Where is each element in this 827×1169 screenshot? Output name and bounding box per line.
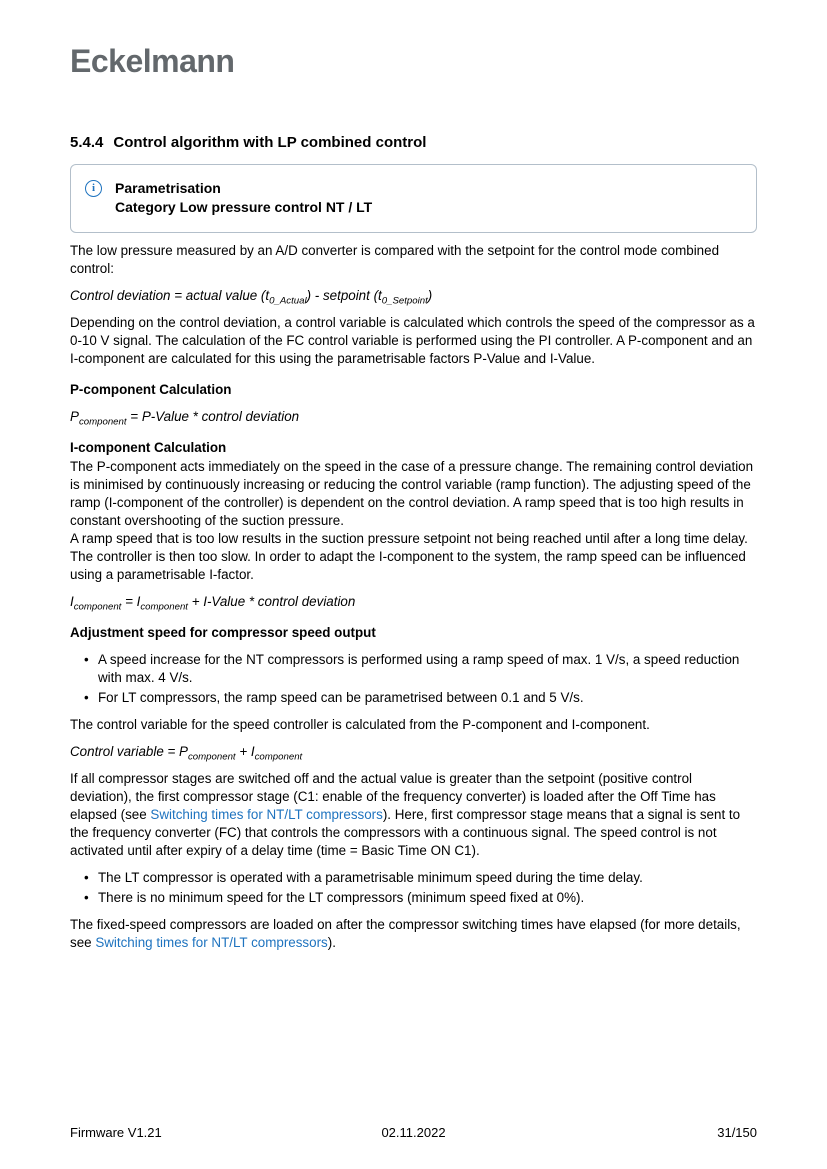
doc-link[interactable]: Switching times for NT/LT compressors bbox=[150, 807, 383, 823]
formula-subscript: component bbox=[187, 751, 236, 763]
text-run: P-component Calculation bbox=[70, 382, 232, 398]
body-paragraph bbox=[70, 314, 757, 368]
formula-subscript: component bbox=[254, 751, 303, 763]
text-run: = P-Value * control deviation bbox=[126, 409, 300, 425]
sub-heading bbox=[70, 624, 757, 642]
info-box-title: Parametrisation bbox=[115, 180, 221, 197]
body-paragraph bbox=[70, 458, 757, 584]
sub-heading bbox=[70, 381, 757, 399]
text-run: P bbox=[70, 409, 79, 425]
text-run: Depending on the control deviation, a control variable is calculated which controls the speed of the compressor as a 0-10 V signal. The calculation of the FC control variable is performed using the PI controller. A P-component and an I-component are calculated for this using the parametrisable factors P-Value and I-Value. bbox=[70, 315, 755, 367]
text-run: If all compressor stages are switched off and the actual value is greater than the setpoint (positive control deviation), the first compressor stage (C1: enable of the frequency converter) is loaded after the Off Time has elapsed (see bbox=[70, 771, 716, 823]
text-run: Control variable = P bbox=[70, 744, 188, 760]
text-run: ) - setpoint (t bbox=[306, 288, 382, 304]
content-blocks bbox=[70, 242, 757, 952]
text-run: The LT compressor is operated with a parametrisable minimum speed during the time delay. bbox=[98, 870, 643, 886]
text-run: I-component Calculation bbox=[70, 440, 227, 456]
formula-subscript: component bbox=[73, 601, 122, 613]
section-heading bbox=[70, 134, 757, 152]
text-run: ) bbox=[427, 288, 433, 304]
formula-subscript: 0_Setpoint bbox=[381, 295, 428, 307]
body-paragraph bbox=[70, 716, 757, 734]
bullet-item bbox=[98, 889, 757, 907]
text-run: A speed increase for the NT compressors is performed using a ramp speed of max. 1 V/s, a speed reduction with max. 4 V/s. bbox=[98, 652, 740, 686]
info-box-category: Category Low pressure control NT / LT bbox=[115, 199, 373, 216]
text-run: = I bbox=[121, 594, 141, 610]
sub-heading bbox=[70, 439, 757, 457]
footer-firmware-version: Firmware V1.21 bbox=[70, 1125, 162, 1140]
text-run: ). Here, first compressor stage means that a signal is sent to the frequency converter (FC) that controls the compressors with a continuous signal. The speed control is not activated until after expiry of a delay time (time = Basic Time ON C1). bbox=[70, 807, 741, 859]
section-title: Control algorithm with LP combined control bbox=[113, 134, 427, 152]
formula-line bbox=[70, 593, 757, 611]
text-run: The P-component acts immediately on the speed in the case of a pressure change. The remaining control deviation is minimised by continuously increasing or reducing the control variable (ramp function). The adjusting speed of the ramp (I-component of the controller) is dependent on the control deviation. A ramp speed that is too high results in constant overshooting of the suction pressure. bbox=[70, 459, 754, 529]
text-run: I bbox=[70, 594, 74, 610]
text-run: + I-Value * control deviation bbox=[187, 594, 356, 610]
section-number: 5.4.4 bbox=[70, 134, 104, 152]
text-run: ). bbox=[327, 935, 336, 951]
info-box-text bbox=[115, 179, 372, 217]
bullet-item bbox=[98, 689, 757, 707]
formula-line bbox=[70, 408, 757, 426]
text-run: + I bbox=[235, 744, 255, 760]
formula-line bbox=[70, 287, 757, 305]
body-paragraph bbox=[70, 770, 757, 860]
info-box bbox=[70, 164, 757, 233]
info-icon: i bbox=[85, 180, 102, 197]
text-run: Adjustment speed for compressor speed output bbox=[70, 625, 376, 641]
page-content bbox=[70, 0, 757, 952]
formula-subscript: component bbox=[78, 416, 127, 428]
text-run: The fixed-speed compressors are loaded on after the compressor switching times have elapsed (for more details, see bbox=[70, 917, 741, 951]
bullet-item bbox=[98, 869, 757, 887]
formula-subscript: component bbox=[140, 601, 188, 613]
bullet-list bbox=[70, 869, 757, 907]
eckelmann-logo: Eckelmann bbox=[70, 43, 235, 79]
formula-subscript: 0_Actual bbox=[269, 295, 307, 307]
footer-date: 02.11.2022 bbox=[381, 1125, 446, 1140]
bullet-list bbox=[70, 651, 757, 707]
text-run: There is no minimum speed for the LT compressors (minimum speed fixed at 0%). bbox=[98, 890, 585, 906]
bullet-item bbox=[98, 651, 757, 687]
text-run: The control variable for the speed controller is calculated from the P-component and I-component. bbox=[70, 717, 650, 733]
text-run: For LT compressors, the ramp speed can be parametrised between 0.1 and 5 V/s. bbox=[98, 690, 584, 706]
body-paragraph bbox=[70, 916, 757, 952]
formula-line bbox=[70, 743, 757, 761]
footer-page-number: 31/150 bbox=[717, 1125, 757, 1140]
body-paragraph bbox=[70, 242, 757, 278]
text-run: A ramp speed that is too low results in the suction pressure setpoint not being reached until after a long time delay. The controller is then too slow. In order to adapt the I-component to the system, the ramp speed can be influenced using a parametrisable I-factor. bbox=[70, 531, 748, 583]
doc-link[interactable]: Switching times for NT/LT compressors bbox=[95, 935, 328, 951]
text-run: The low pressure measured by an A/D converter is compared with the setpoint for the control mode combined control: bbox=[70, 243, 720, 277]
text-run: Control deviation = actual value (t bbox=[70, 288, 270, 304]
